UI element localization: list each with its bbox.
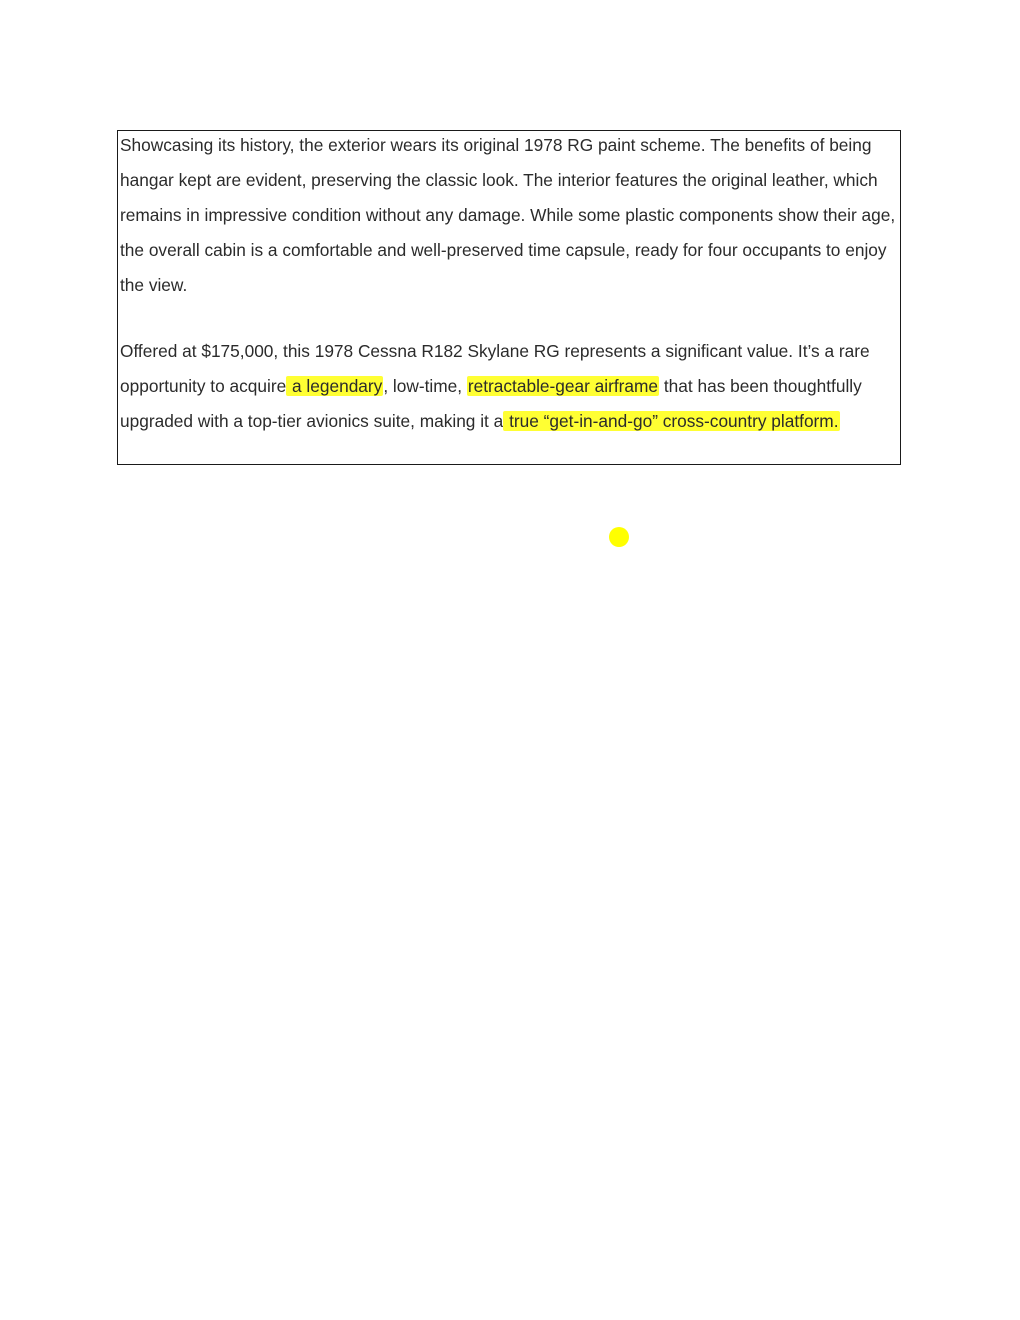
highlight-legendary: a legendary: [287, 376, 383, 396]
offer-text-part2: , low-time,: [383, 376, 467, 396]
offer-text-part3: that has been thoughtfully upgraded with a top-tier avionics suite, making it a: [120, 376, 862, 431]
offer-text-part1: Offered at $175,000, this 1978 Cessna R182 Skylane RG represents a significant value. It’s a rare opportunity to acquire: [120, 341, 870, 396]
highlight-retractable-gear: retractable-gear airframe: [467, 376, 659, 396]
paragraph-offer: [120, 334, 898, 439]
cursor-highlight-dot: [609, 527, 629, 547]
text-box[interactable]: [117, 130, 901, 465]
paragraph-exterior-interior: Showcasing its history, the exterior wears its original 1978 RG paint scheme. The benefits of being hangar kept are evident, preserving the classic look. The interior features the original leather, which remains in impressive condition without any damage. While some plastic components show their age, the overall cabin is a comfortable and well-preserved time capsule, ready for four occupants to enjoy the view.: [120, 135, 896, 295]
highlight-cross-country: true “get-in-and-go” cross-country platform.: [504, 411, 839, 431]
